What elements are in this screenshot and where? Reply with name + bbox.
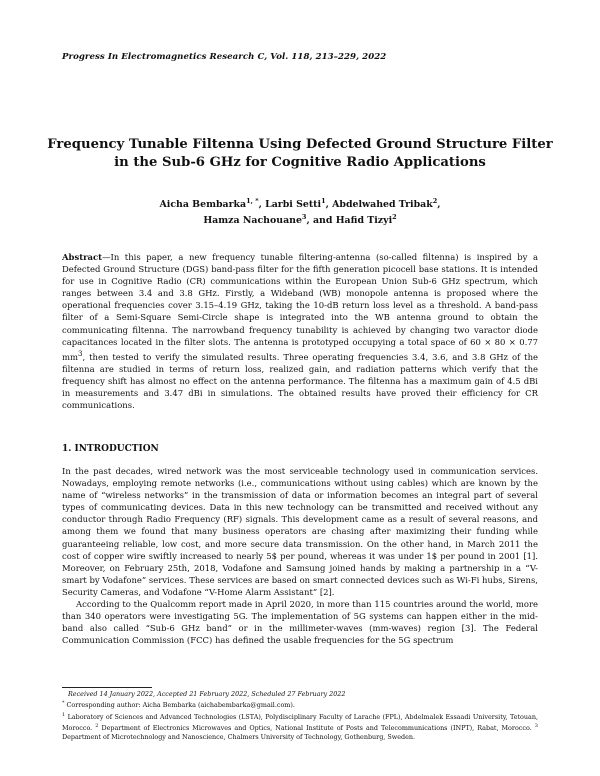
author-name: Larbi Setti (265, 199, 322, 211)
paper-title (40, 136, 560, 172)
introduction-body (62, 465, 538, 646)
footnotes (62, 690, 538, 742)
affiliation-3: Department of Microtechnology and Nanoscience, Chalmers University of Technology, Gothenburg, Sweden. (62, 733, 416, 742)
received-dates: Received 14 January 2022, Accepted 21 February 2022, Scheduled 27 February 2022 (68, 690, 346, 698)
footnote-marker: 3 (534, 722, 538, 729)
footnote-marker: 1 (62, 711, 66, 718)
author-name: Aicha Bembarka (159, 199, 247, 211)
title-line-2: in the Sub-6 GHz for Cognitive Radio Applications (114, 155, 486, 170)
footnote-marker: * (62, 700, 65, 707)
corresponding-author-note (62, 699, 538, 710)
author-name: Hafid Tizyi (335, 215, 393, 227)
footnote-marker: 2 (95, 722, 99, 729)
journal-header: Progress In Electromagnetics Research C, Vol. 118, 213–229, 2022 (62, 52, 387, 62)
abstract-text: —In this paper, a new frequency tunable filtering-antenna (so-called filtenna) is inspired by a Defected Ground Structure (DGS) band-pass filter for the fifth generation picocell base stations. It is intended for use in Cognitive Radio (CR) communications within the European Union Sub-6 GHz spectrum, which ranges between 3.4 and 3.8 GHz. Firstly, a Wideband (WB) monopole antenna is proposed where the operational frequencies cover 3.15–4.19 GHz, taking the 10-dB return loss level as a threshold. A band-pass filter of a Semi-Square Semi-Circle shape is integrated into the WB antenna ground to obtain the communicating filtenna. The narrowband frequency tunability is achieved by changing two varactor diode capacitances located in the filter slots. The antenna is prototyped occupying a total space of 60 × 80 × 0.77 mm (62, 252, 538, 362)
author-affiliation: 3 (301, 213, 307, 222)
affiliations-note (62, 711, 538, 743)
corresponding-author-text: Corresponding author: Aicha Bembarka (aichabembarka@gmail.com). (66, 701, 295, 710)
affiliation-1: Laboratory of Sciences and Advanced Technologies (LSTA), Polydisciplinary Faculty of Larache (FPL), Abdelmalek Essaadi University, Tetouan, Morocco. (62, 712, 538, 732)
title-line-1: Frequency Tunable Filtenna Using Defected Ground Structure Filter (47, 137, 553, 152)
author-affiliation: 1 (321, 197, 326, 205)
abstract-text-continued: , then tested to verify the simulated results. Three operating frequencies 3.4, 3.6, and 3.8 GHz of the filtenna are studied in terms of return loss, realized gain, and radiation patterns which verify that the frequency shift has almost no effect on the antenna performance. The filtenna has a maximum gain of 4.5 dBi in measurements and 3.47 dBi in simulations. The obtained results have proved their efficiency for CR communications. (62, 351, 538, 410)
author-line-1 (40, 195, 560, 211)
abstract-superscript: 3 (78, 348, 83, 358)
abstract (62, 251, 538, 411)
author-name: Hamza Nachouane (203, 215, 302, 227)
intro-paragraph-2: According to the Qualcomm report made in April 2020, in more than 115 countries around the world, more than 340 operators were investigating 5G. The implementation of 5G systems can happen either in the mid-band also called “Sub-6 GHz band” or in the millimeter-waves (mm-waves) region [3]. The Federal Communication Commission (FCC) has defined the usable frequencies for the 5G spectrum (62, 599, 538, 646)
author-affiliation: 1, * (246, 197, 259, 205)
footnote-divider (62, 687, 152, 688)
abstract-label: Abstract (62, 252, 103, 262)
author-affiliation: 2 (392, 213, 397, 222)
author-list (40, 195, 560, 227)
author-affiliation: 2 (432, 197, 438, 205)
author-separator: , (325, 199, 333, 211)
author-name: Abdelwahed Tribak (332, 199, 433, 211)
affiliation-2: Department of Electronics Microwaves and Optics, National Institute of Posts and Telecommunications (INPT), Rabat, Morocco. (101, 723, 532, 732)
author-separator: , (437, 199, 441, 211)
author-line-2 (40, 211, 560, 227)
intro-paragraph-1: In the past decades, wired network was the most serviceable technology used in communication services. Nowadays, employing remote networks (i.e., communications without using cables) which are known by the name of “wireless networks” in the transmission of data or information becomes an integral part of several types of communicating devices. Data in this new technology can be transmitted and received without any conductor through Radio Frequency (RF) signals. This development came as a result of several reasons, and among them we found that many business operators are chasing after maximizing their funding while guaranteeing reliable, low cost, and more secure data transmission. On the other hand, in March 2011 the cost of copper wire swiftly increased to nearly 5$ per pound, whereas it was under 1$ per pound in 2001 [1]. Moreover, on February 25th, 2018, Vodafone and Samsung joined hands by making a partnership in a “V-smart by Vodafone” services. These services are based on smart connected devices such as Wi-Fi hubs, Sirens, Security Cameras, and Vodafone “V-Home Alarm Assistant” [2]. (62, 466, 538, 597)
author-separator: , (258, 199, 266, 211)
author-separator: , and (306, 215, 336, 227)
section-heading: 1. INTRODUCTION (62, 444, 159, 454)
